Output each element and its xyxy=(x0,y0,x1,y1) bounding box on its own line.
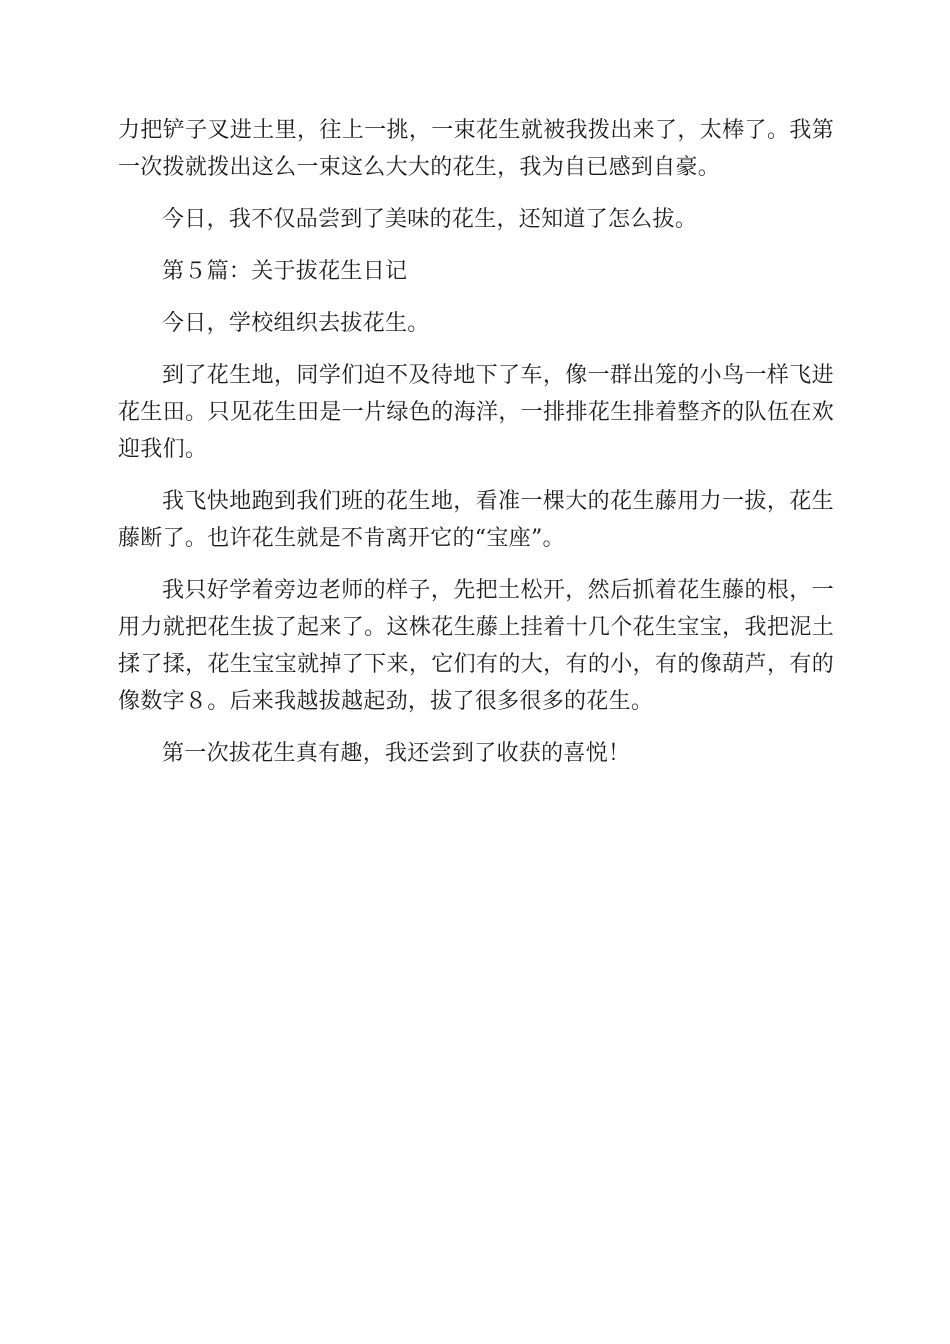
document-body xyxy=(118,112,834,787)
paragraph-intro: 今日，学校组织去拔花生。 xyxy=(162,311,430,336)
paragraph-conclusion: 今日，我不仅品尝到了美味的花生，还知道了怎么拔。 xyxy=(162,207,698,232)
paragraph-ending: 第一次拔花生真有趣，我还尝到了收获的喜悦！ xyxy=(162,741,631,766)
paragraph-first-attempt: 我飞快地跑到我们班的花生地，看准一棵大的花生藤用力一拔，花生藤断了。也许花生就是不肯离开它的“宝座”。 xyxy=(118,489,834,551)
section-heading: 第５篇：关于拔花生日记 xyxy=(162,259,408,284)
paragraph-arrival: 到了花生地，同学们迫不及待地下了车，像一群出笼的小鸟一样飞进花生田。只见花生田是一片绿色的海洋，一排排花生排着整齐的队伍在欢迎我们。 xyxy=(118,363,834,462)
paragraph-continuation: 力把铲子叉进土里，往上一挑，一束花生就被我拨出来了，太棒了。我第一次拨就拨出这么一束这么大大的花生，我为自已感到自豪。 xyxy=(118,118,834,180)
paragraph-second-attempt: 我只好学着旁边老师的样子，先把土松开，然后抓着花生藤的根，一用力就把花生拔了起来了。这株花生藤上挂着十几个花生宝宝，我把泥土揉了揉，花生宝宝就掉了下来，它们有的大，有的小，有的像葫芦，有的像数字８。后来我越拔越起劲，拔了很多很多的花生。 xyxy=(118,578,834,714)
